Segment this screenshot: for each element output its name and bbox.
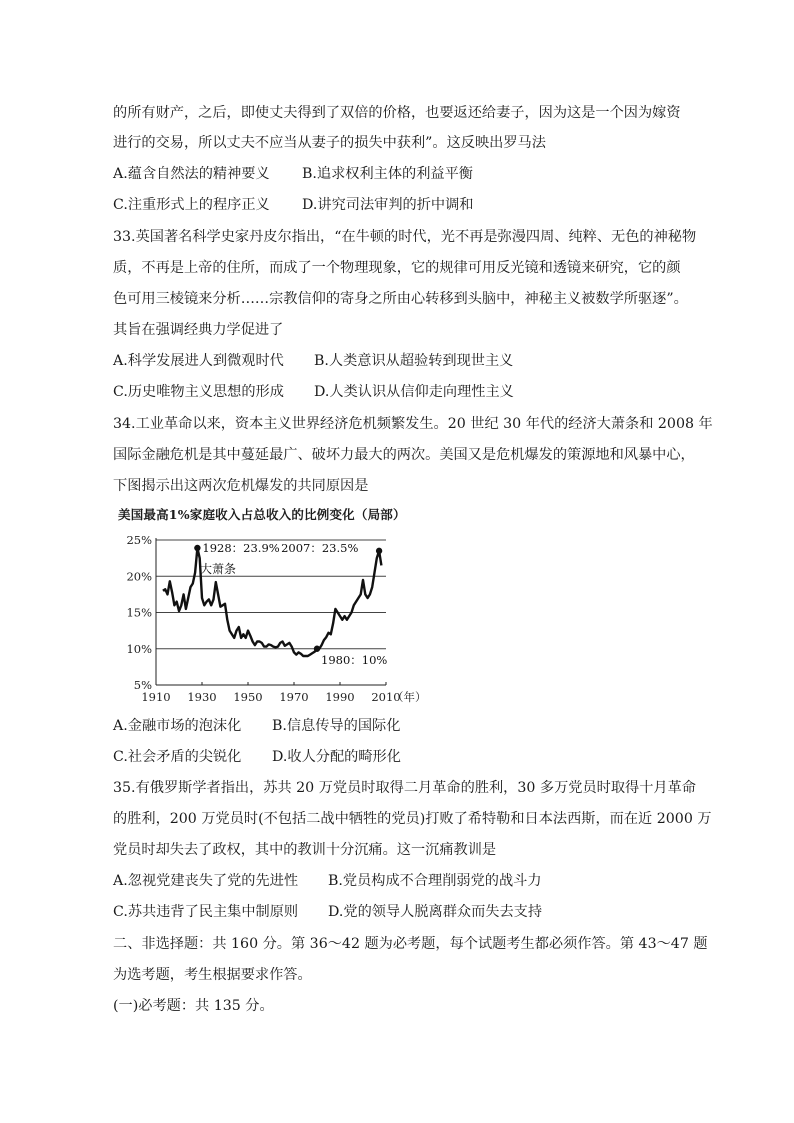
q35-text-line-3: 党员时却失去了政权，其中的教训十分沉痛。这一沉痛教训是: [113, 842, 497, 858]
annotation-1980: 1980：10%: [321, 652, 388, 667]
q32-option-a: A.蕴含自然法的精神要义: [113, 166, 270, 182]
annotation-depression: 大萧条: [200, 562, 237, 576]
y-tick-label: 5%: [133, 678, 152, 692]
q34-option-c: C.社会矛盾的尖锐化: [113, 749, 242, 765]
q33-text-line-4: 其旨在强调经典力学促进了: [113, 322, 284, 338]
q34-text-line-1: 34.工业革命以来，资本主义世界经济危机频繁发生。20 世纪 30 年代的经济大萧条和 2008 年: [113, 416, 713, 432]
q34-option-d: D.收人分配的畸形化: [272, 749, 401, 765]
q32-text-line-2: 进行的交易，所以丈夫不应当从妻子的损失中获利”。这反映出罗马法: [113, 135, 546, 151]
q33-option-a: A.科学发展进人到微观时代: [113, 353, 284, 369]
q34-text-line-3: 下图揭示出这两次危机爆发的共同原因是: [113, 478, 369, 494]
q33-text-line-1: 33.英国著名科学史家丹皮尔指出，“在牛顿的时代，光不再是弥漫四周、纯粹、无色的神秘物: [113, 229, 697, 245]
q35-option-b: B.党员构成不合理削弱党的战斗力: [328, 873, 542, 889]
q33-option-b: B.人类意识从超验转到现世主义: [314, 353, 514, 369]
q34-option-a: A.金融市场的泡沫化: [113, 718, 242, 734]
chart-title: 美国最高1%家庭收入占总收入的比例变化（局部）: [118, 507, 406, 522]
q35-option-c: C.苏共违背了民主集中制原则: [113, 904, 299, 920]
q33-text-line-3: 色可用三棱镜来分析……宗教信仰的寄身之所由心转移到头脑中，神秘主义被数学所驱逐”。: [113, 291, 688, 307]
q33-text-line-2: 质，不再是上帝的住所，而成了一个物理现象，它的规律可用反光镜和透镜来研究，它的颜: [113, 260, 681, 276]
y-tick-label: 10%: [126, 641, 152, 656]
x-tick-label: 1990: [325, 690, 355, 704]
income-share-chart: [110, 528, 450, 708]
low-1980-point: [314, 646, 320, 652]
section2-line-1: 二、非选择题：共 160 分。第 36～42 题为必考题，每个试题考生都必须作答。第 43～47 题: [113, 936, 708, 952]
peak-1928-point: [194, 545, 200, 551]
x-tick-label: 1930: [187, 690, 217, 704]
x-tick-label: 1950: [233, 690, 263, 704]
x-tick-label: 1910: [141, 690, 171, 704]
q33-option-d: D.人类认识从信仰走向理性主义: [314, 384, 514, 400]
x-tick-label: 1970: [279, 690, 309, 704]
x-tick-label: 2010: [371, 690, 401, 704]
q34-option-b: B.信息传导的国际化: [272, 718, 401, 734]
q35-text-line-1: 35.有俄罗斯学者指出，苏共 20 万党员时取得二月革命的胜利，30 多万党员时取得十月革命: [113, 780, 696, 796]
q32-option-b: B.追求权利主体的利益平衡: [302, 166, 473, 182]
q33-option-c: C.历史唯物主义思想的形成: [113, 384, 284, 400]
section2-line-2: 为选考题，考生根据要求作答。: [113, 967, 312, 983]
q35-option-a: A.忽视党建丧失了党的先进性: [113, 873, 299, 889]
series-line: [163, 548, 382, 656]
y-tick-label: 25%: [126, 533, 152, 547]
section2-subtitle: (一)必考题：共 135 分。: [113, 998, 274, 1014]
x-axis-label: （年）: [392, 690, 427, 704]
y-tick-label: 20%: [126, 569, 152, 584]
annotation-2007: 2007：23.5%: [281, 540, 359, 555]
q35-text-line-2: 的胜利，200 万党员时(不包括二战中牺牲的党员)打败了希特勒和日本法西斯，而在近 2000 万: [113, 811, 712, 827]
q32-text-line-1: 的所有财产，之后，即使丈夫得到了双倍的价格，也要返还给妻子，因为这是一个因为嫁资: [113, 105, 681, 121]
q32-option-c: C.注重形式上的程序正义: [113, 197, 270, 213]
annotation-1928: 1928：23.9%: [202, 540, 280, 555]
q34-text-line-2: 国际金融危机是其中蔓延最广、破坏力最大的两次。美国又是危机爆发的策源地和风暴中心，: [113, 447, 695, 463]
y-tick-label: 15%: [126, 605, 152, 620]
q35-option-d: D.党的领导人脱离群众而失去支持: [328, 904, 543, 920]
peak-2007-point: [376, 548, 382, 554]
q32-option-d: D.讲究司法审判的折中调和: [302, 197, 474, 213]
